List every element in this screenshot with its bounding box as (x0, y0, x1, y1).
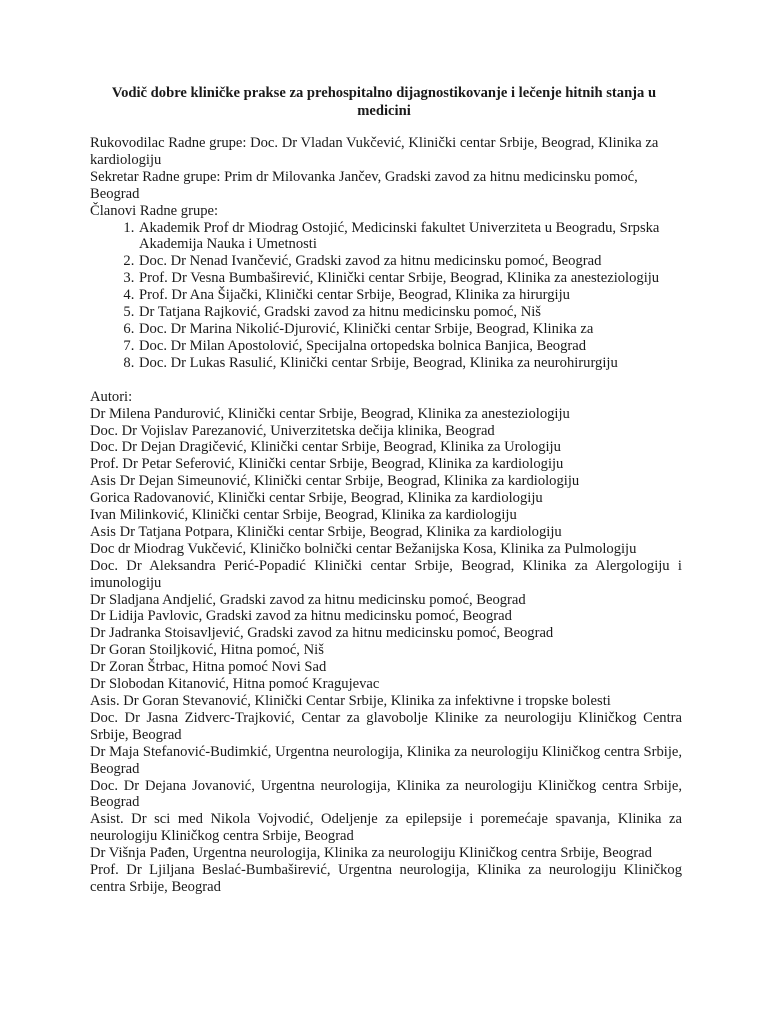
member-item: 7. Doc. Dr Milan Apostolović, Specijalna ortopedska bolnica Banjica, Beograd (138, 338, 682, 355)
author-item: Asis Dr Dejan Simeunović, Klinički centar Srbije, Beograd, Klinika za kardiologiju (90, 473, 580, 490)
author-item: Prof. Dr Petar Seferović, Klinički centar Srbije, Beograd, Klinika za kardiologiju (90, 456, 564, 473)
author-item: Doc. Dr Vojislav Parezanović, Univerzitetska dečija klinika, Beograd (90, 422, 495, 439)
member-item: 5. Dr Tatjana Rajković, Gradski zavod za hitnu medicinsku pomoć, Niš (138, 304, 682, 321)
author-item: Dr Lidija Pavlovic, Gradski zavod za hitnu medicinsku pomoć, Beograd (90, 608, 512, 625)
author-item: Dr Zoran Štrbac, Hitna pomoć Novi Sad (90, 659, 327, 676)
member-item: 4. Prof. Dr Ana Šijački, Klinički centar Srbije, Beograd, Klinika za hirurgiju (138, 287, 682, 304)
author-item: Dr Jadranka Stoisavljević, Gradski zavod za hitnu medicinsku pomoć, Beograd (90, 625, 554, 642)
author-item: Ivan Milinković, Klinički centar Srbije, Beograd, Klinika za kardiologiju (90, 507, 517, 524)
author-item: Doc. Dr Aleksandra Perić-Popadić Klinički centar Srbije, Beograd, Klinika za Alergologiju i imunologiju (90, 557, 682, 591)
author-item: Doc. Dr Jasna Zidverc-Trajković, Centar za glavobolje Klinike za neurologiju Kliničkog Centra Srbije, Beograd (90, 709, 682, 743)
member-item: 8. Doc. Dr Lukas Rasulić, Klinički centar Srbije, Beograd, Klinika za neurohirurgiju (138, 355, 682, 372)
members-list (90, 220, 682, 372)
author-item: Doc. Dr Dejana Jovanović, Urgentna neurologija, Klinika za neurologiju Kliničkog centra Srbije, Beograd (90, 777, 682, 811)
working-group-secretary: Sekretar Radne grupe: Prim dr Milovanka Jančev, Gradski zavod za hitnu medicinsku pomoć, Beograd (90, 168, 638, 202)
author-item: Dr Sladjana Andjelić, Gradski zavod za hitnu medicinsku pomoć, Beograd (90, 591, 526, 608)
author-item: Prof. Dr Ljiljana Beslać-Bumbaširević, Urgentna neurologija, Klinika za neurologiju Kliničkog centra Srbije, Beograd (90, 862, 682, 895)
member-item: 2. Doc. Dr Nenad Ivančević, Gradski zavod za hitnu medicinsku pomoć, Beograd (138, 253, 682, 270)
member-item: 3. Prof. Dr Vesna Bumbaširević, Klinički centar Srbije, Beograd, Klinika za anesteziologiju (138, 270, 682, 287)
author-item: Doc dr Miodrag Vukčević, Kliničko bolnički centar Bežanijska Kosa, Klinika za Pulmologiju (90, 540, 637, 557)
author-item: Gorica Radovanović, Klinički centar Srbije, Beograd, Klinika za kardiologiju (90, 490, 543, 507)
document-body (90, 135, 682, 896)
author-item: Asist. Dr sci med Nikola Vojvodić, Odeljenje za epilepsije i poremećaje spavanja, Klinika za neurologiju Kliničkog centra Srbije, Beograd (90, 811, 682, 845)
document-title: Vodič dobre kliničke prakse za prehospitalno dijagnostikovanje i lečenje hitnih stanja u medicini (111, 85, 657, 119)
authors-heading: Autori: (90, 388, 133, 405)
member-item: 1. Akademik Prof dr Miodrag Ostojić, Medicinski fakultet Univerziteta u Beogradu, Srpska Akademija Nauka i Umetnosti (138, 220, 682, 254)
author-item: Dr Višnja Pađen, Urgentna neurologija, Klinika za neurologiju Kliničkog centra Srbije, Beograd (90, 845, 652, 862)
spacer (90, 372, 682, 389)
author-item: Dr Slobodan Kitanović, Hitna pomoć Kragujevac (90, 676, 380, 693)
members-heading: Članovi Radne grupe: (90, 202, 219, 219)
author-item: Dr Maja Stefanović-Budimkić, Urgentna neurologija, Klinika za neurologiju Kliničkog centra Srbije, Beograd (90, 743, 682, 777)
authors-list (90, 406, 682, 896)
author-item: Asis. Dr Goran Stevanović, Klinički Centar Srbije, Klinika za infektivne i tropske bolesti (90, 693, 611, 709)
working-group-leader: Rukovodilac Radne grupe: Doc. Dr Vladan Vukčević, Klinički centar Srbije, Beograd, Klinika za kardiologiju (90, 135, 659, 168)
author-item: Asis Dr Tatjana Potpara, Klinički centar Srbije, Beograd, Klinika za kardiologiju (90, 523, 562, 540)
member-item: 6. Doc. Dr Marina Nikolić-Djurović, Klinički centar Srbije, Beograd, Klinika za (138, 321, 682, 338)
author-item: Doc. Dr Dejan Dragičević, Klinički centar Srbije, Beograd, Klinika za Urologiju (90, 439, 561, 456)
author-item: Dr Milena Pandurović, Klinički centar Srbije, Beograd, Klinika za anesteziologiju (90, 405, 570, 422)
author-item: Dr Goran Stoiljković, Hitna pomoć, Niš (90, 642, 324, 659)
